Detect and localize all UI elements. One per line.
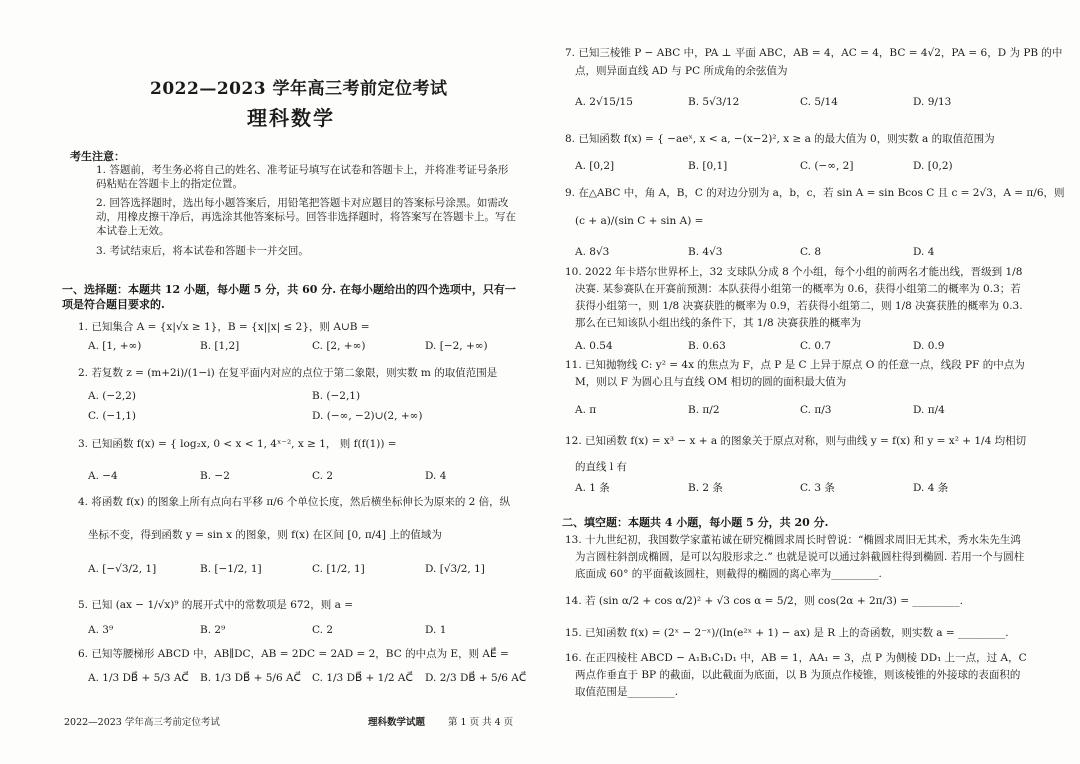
option: A. [1, +∞) — [88, 340, 142, 352]
option: B. [1,2] — [200, 340, 240, 352]
exam-subject: 理科数学 — [247, 106, 335, 130]
question-stem: 8. 已知函数 f(x) = { −aeˣ, x < a, −(x−2)², x ≥ a 的最大值为 0，则实数 a 的取值范围为 — [565, 133, 995, 145]
question-stem: 2. 若复数 z = (m+2i)/(1−i) 在复平面内对应的点位于第二象限，则实数 m 的取值范围是 — [78, 367, 498, 379]
option: D. 4 条 — [913, 482, 949, 494]
option: B. 0.63 — [688, 340, 726, 352]
option: B. (−2,1) — [312, 390, 361, 402]
option: A. 3⁹ — [88, 624, 114, 636]
notice-item: 2. 回答选择题时，选出每小题答案后，用铅笔把答题卡对应题目的答案标号涂黑。如需改动，用橡皮擦干净后，再选涂其他答案标号。回答非选择题时，将答案写在答题卡上。写在本试卷上无效。 — [96, 197, 516, 237]
question-stem: 1. 已知集合 A = {x|√x ≥ 1}，B = {x||x| ≤ 2}，则 A∪B = — [78, 321, 370, 333]
notice-item: 1. 答题前，考生务必将自己的姓名、准考证号填写在试卷和答题卡上，并将准考证号条形码粘贴在答题卡上的指定位置。 — [96, 164, 509, 190]
question-stem: 4. 将函数 f(x) 的图象上所有点向右平移 π/6 个单位长度，然后横坐标伸长为原来的 2 倍，纵 — [78, 496, 511, 508]
option: B. −2 — [200, 470, 230, 482]
exam-title: 2022—2023 学年高三考前定位考试 — [150, 79, 448, 99]
option: B. 1/3 DB⃗ + 5/6 AC⃗ — [200, 672, 301, 684]
option: D. 0.9 — [913, 340, 945, 352]
option: D. 1 — [425, 624, 447, 636]
option: D. π/4 — [913, 404, 945, 416]
notice-item: 3. 考试结束后，将本试卷和答题卡一并交回。 — [96, 245, 309, 257]
notice-heading: 考生注意： — [70, 150, 125, 163]
option: C. (−1,1) — [88, 410, 137, 422]
option: D. (−∞, −2)∪(2, +∞) — [312, 410, 423, 422]
question-stem-cont: (c + a)/(sin C + sin A) = — [575, 215, 704, 227]
question-stem: 9. 在△ABC 中，角 A，B，C 的对边分别为 a，b，c，若 sin A = sin Bcos C 且 c = 2√3，A = π/6，则 — [565, 187, 1065, 199]
option: C. 2 — [312, 470, 334, 482]
section-heading-fill: 二、填空题：本题共 4 小题，每小题 5 分，共 20 分. — [562, 516, 829, 529]
option: C. 0.7 — [800, 340, 832, 352]
option: B. 2 条 — [688, 482, 723, 494]
option: A. [0,2] — [575, 160, 615, 172]
option: B. 4√3 — [688, 246, 723, 258]
option: D. 4 — [913, 246, 935, 258]
question-stem-cont: 点，则异面直线 AD 与 PC 所成角的余弦值为 — [575, 65, 788, 77]
option: C. 5/14 — [800, 96, 838, 108]
question-stem: 3. 已知函数 f(x) = { log₂x, 0 < x < 1, 4ˣ⁻², x ≥ 1， 则 f(f(1)) = — [78, 438, 397, 450]
option: A. 1 条 — [575, 482, 610, 494]
fill-question: 15. 已知函数 f(x) = (2ˣ − 2⁻ˣ)/(ln(e²ˣ + 1) − ax) 是 R 上的奇函数，则实数 a = _________. — [565, 627, 1009, 639]
question-stem: 5. 已知 (ax − 1/√x)⁹ 的展开式中的常数项是 672，则 a = — [78, 599, 354, 611]
fill-question: 16. 在正四棱柱 ABCD − A₁B₁C₁D₁ 中，AB = 1，AA₁ = 3，点 P 为侧棱 DD₁ 上一点，过 A，C 两点作垂直于 BP 的截面，以此截面为底面，以 B 为顶点作棱锥，则该棱锥的外接球的表面积的取值范围是_________. — [565, 652, 1027, 698]
option: A. 1/3 DB⃗ + 5/3 AC⃗ — [88, 672, 189, 684]
option: D. [√3/2, 1] — [425, 563, 485, 575]
fill-question: 13. 十九世纪初，我国数学家董祐诚在研究椭圆求周长时曾说：“椭圆求周旧无其术，秀水朱先生鸿为言圆柱斜剖成椭圆，是可以勾股形求之.” 也就是说可以通过斜截圆柱得到椭圆. 若用一个与圆柱底面成 60° 的平面截该圆柱，则截得的椭圆的离心率为_________. — [565, 534, 1025, 580]
option: A. 8√3 — [575, 246, 610, 258]
option: C. π/3 — [800, 404, 832, 416]
option: A. 2√15/15 — [575, 96, 633, 108]
option: A. π — [575, 404, 597, 416]
question-stem: 7. 已知三棱锥 P − ABC 中，PA ⊥ 平面 ABC，AB = 4，AC = 4，BC = 4√2，PA = 6，D 为 PB 的中 — [565, 47, 1063, 59]
option: D. [−2, +∞) — [425, 340, 488, 352]
option: D. 4 — [425, 470, 447, 482]
option: C. 8 — [800, 246, 822, 258]
footer-page-number: 第 1 页 共 4 页 — [448, 717, 514, 728]
option: C. 1/3 DB⃗ + 1/2 AC⃗ — [312, 672, 413, 684]
option: C. (−∞, 2] — [800, 160, 854, 172]
option: C. [2, +∞) — [312, 340, 366, 352]
section-heading-choice: 一、选择题：本题共 12 小题，每小题 5 分，共 60 分. 在每小题给出的四个选项中，只有一项是符合题目要求的. — [62, 283, 516, 311]
option: C. 2 — [312, 624, 334, 636]
fill-question: 14. 若 (sin α/2 + cos α/2)² + √3 cos α = 5/2，则 cos(2α + 2π/3) = _________. — [565, 595, 963, 607]
option: C. [1/2, 1] — [312, 563, 365, 575]
question-stem-cont: 坐标不变，得到函数 y = sin x 的图象，则 f(x) 在区间 [0, π/4] 上的值域为 — [88, 529, 442, 541]
question-stem: 6. 已知等腰梯形 ABCD 中，AB∥DC，AB = 2DC = 2AD = 2，BC 的中点为 E，则 AE⃗ = — [78, 648, 509, 660]
option: B. 2⁹ — [200, 624, 226, 636]
option: C. 3 条 — [800, 482, 835, 494]
option: B. 5√3/12 — [688, 96, 740, 108]
option: B. [0,1] — [688, 160, 728, 172]
option: B. [−1/2, 1] — [200, 563, 262, 575]
option: A. [−√3/2, 1] — [88, 563, 157, 575]
footer-exam-name: 2022—2023 学年高三考前定位考试 — [64, 717, 220, 728]
option: A. (−2,2) — [88, 390, 136, 402]
question-stem-cont: 的直线 l 有 — [575, 461, 628, 473]
question-stem: 11. 已知抛物线 C: y² = 4x 的焦点为 F，点 P 是 C 上异于原点 O 的任意一点，线段 PF 的中点为 M，则以 F 为圆心且与直线 OM 相切的圆的面积最大值为 — [565, 359, 1025, 388]
option: B. π/2 — [688, 404, 720, 416]
option: A. 0.54 — [575, 340, 613, 352]
question-stem: 12. 已知函数 f(x) = x³ − x + a 的图象关于原点对称，则与曲线 y = f(x) 和 y = x² + 1/4 均相切 — [565, 435, 1027, 447]
option: D. [0,2) — [913, 160, 953, 172]
question-stem: 10. 2022 年卡塔尔世界杯上，32 支球队分成 8 个小组，每个小组的前两名才能出线，晋级到 1/8 决赛. 某参赛队在开赛前预测：本队获得小组第一的概率为 0.6，获得小组第二的概率为 0.3；若获得小组第一，则 1/8 决赛获胜的概率为 0.9，若获得小组第二，则 1/8 决赛获胜的概率为 0.3. 那么在已知该队小组出线的条件下，其 1/8 决赛获胜的概率为 — [565, 266, 1023, 329]
footer-subject: 理科数学试题 — [368, 717, 426, 728]
option: A. −4 — [88, 470, 118, 482]
option: D. 2/3 DB⃗ + 5/6 AC⃗ — [425, 672, 527, 684]
option: D. 9/13 — [913, 96, 952, 108]
